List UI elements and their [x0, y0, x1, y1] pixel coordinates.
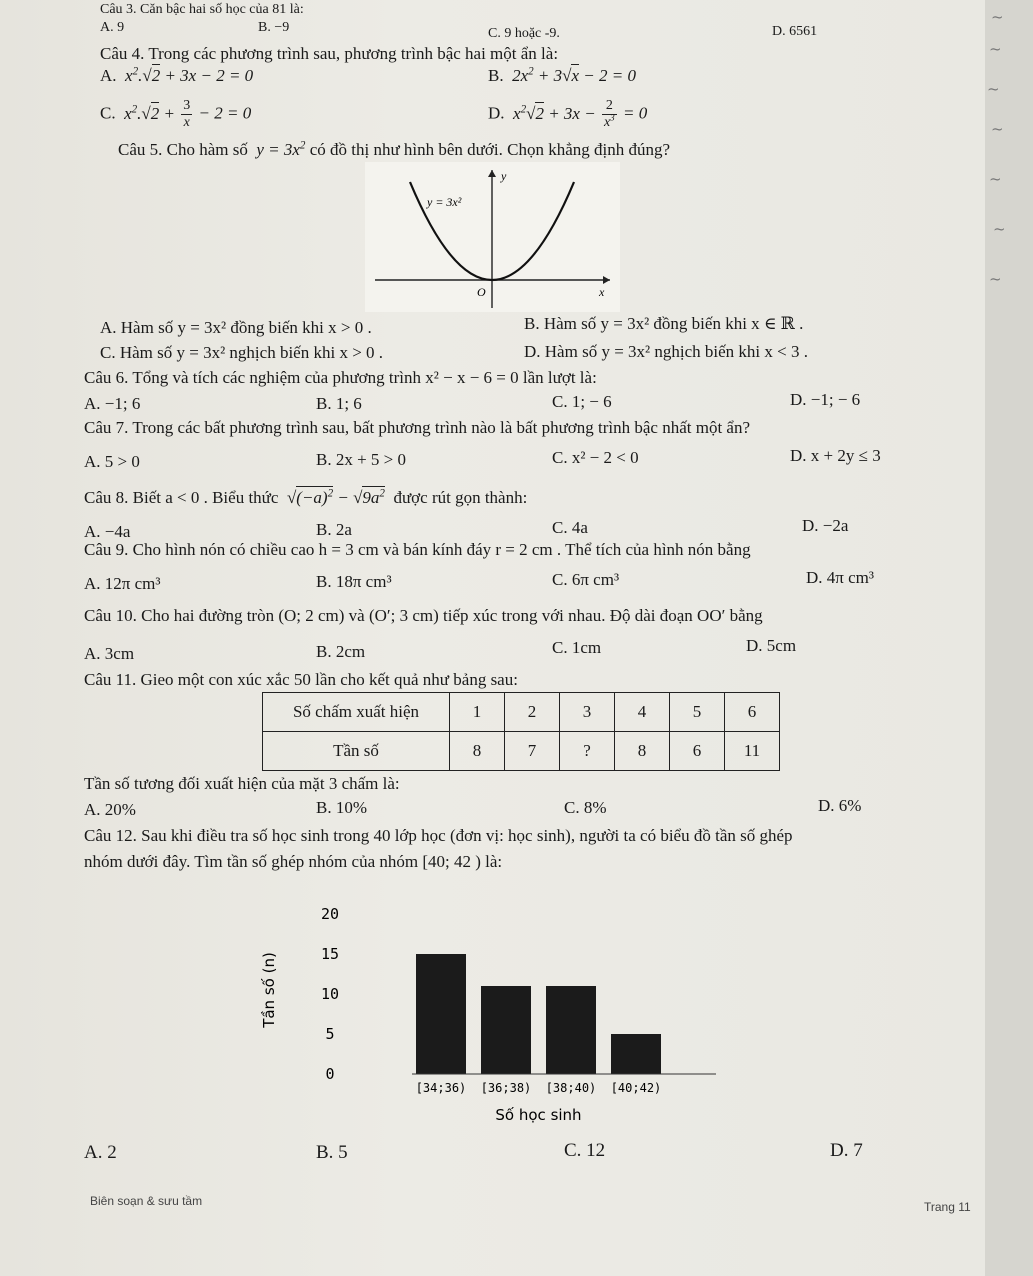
- table-cell: 7: [505, 732, 560, 771]
- x-axis-label: x: [599, 285, 605, 299]
- q5-stem-func: y = 3x: [256, 140, 300, 159]
- q7-option-c: C. x² − 2 < 0: [552, 448, 639, 467]
- q12-stem-line2: nhóm dưới đây. Tìm tần số ghép nhóm của nhóm [40; 42 ) là:: [84, 852, 503, 871]
- q9-option-c: C. 6π cm³: [552, 570, 620, 589]
- q6-option-b: B. 1; 6: [316, 394, 362, 413]
- table-cell: 1: [450, 693, 505, 732]
- q11-option-c: C. 8%: [564, 798, 607, 817]
- bar: [416, 954, 466, 1074]
- y-axis-label: y: [501, 169, 507, 183]
- bar: [546, 986, 596, 1074]
- parabola-graph: [365, 162, 620, 312]
- q4-option-d-label: D.: [488, 103, 505, 123]
- x-tick-label: [36;38): [480, 1081, 532, 1095]
- q8-stem-text: Câu 8. Biết a < 0 . Biểu thức: [84, 488, 279, 507]
- bar: [611, 1034, 661, 1074]
- q4-option-b-label: B.: [488, 66, 504, 85]
- y-ticks: [321, 905, 339, 1083]
- q4-option-d: D. $x^2√2 + 3x$ − $\frac{2}{x^3}$ = 0: [488, 98, 648, 131]
- q4-stem: Câu 4. Trong các phương trình sau, phương trình bậc hai một ẩn là:: [100, 44, 559, 63]
- q11-option-b: B. 10%: [316, 798, 367, 817]
- q6-option-d: D. −1; − 6: [790, 390, 861, 409]
- y-tick-label: 15: [320, 945, 340, 963]
- q4-option-a-label: A.: [100, 66, 117, 85]
- dice-frequency-table: [262, 692, 780, 771]
- q12-option-b: B. 5: [316, 1142, 348, 1163]
- q6-option-c: C. 1; − 6: [552, 392, 612, 411]
- q8-option-b: B. 2a: [316, 520, 352, 539]
- origin-label: O: [477, 285, 486, 299]
- q12-option-c: C. 12: [564, 1140, 606, 1161]
- q7-option-a: A. 5 > 0: [84, 452, 140, 471]
- table-cell: 8: [615, 732, 670, 771]
- q5-stem-end: có đồ thị như hình bên dưới. Chọn khẳng định đúng?: [305, 140, 671, 159]
- q11-option-a: A. 20%: [84, 800, 136, 819]
- q3-option-d: D. 6561: [772, 24, 818, 39]
- q6-stem: Câu 6. Tổng và tích các nghiệm của phương trình x² − x − 6 = 0 lần lượt là:: [84, 368, 597, 387]
- table-cell: 5: [670, 693, 725, 732]
- table-cell: 6: [725, 693, 780, 732]
- q10-stem: Câu 10. Cho hai đường tròn (O; 2 cm) và (O′; 3 cm) tiếp xúc trong với nhau. Độ dài đoạn OO′ bằng: [84, 606, 763, 625]
- q11-ask: Tần số tương đối xuất hiện của mặt 3 chấm là:: [84, 774, 400, 793]
- table-row: [263, 693, 780, 732]
- q9-option-a: A. 12π cm³: [84, 574, 161, 593]
- q5-stem-text: Câu 5. Cho hàm số: [118, 140, 248, 159]
- q12-stem-line1: Câu 12. Sau khi điều tra số học sinh trong 40 lớp học (đơn vị: học sinh), người ta có biểu đồ tần số ghép: [84, 826, 793, 845]
- q4-option-c-label: C.: [100, 103, 116, 123]
- table-cell: 3: [560, 693, 615, 732]
- q9-option-d: D. 4π cm³: [806, 568, 874, 587]
- q10-option-a: A. 3cm: [84, 644, 135, 663]
- y-axis-label: Tần số (n): [260, 952, 278, 1028]
- q3-option-a: A. 9: [100, 20, 125, 35]
- y-tick-label: 10: [320, 985, 340, 1003]
- q9-stem: Câu 9. Cho hình nón có chiều cao h = 3 cm và bán kính đáy r = 2 cm . Thể tích của hình nón bằng: [84, 540, 751, 559]
- q4-option-c: C. $x^2.√2$ + $\frac{3}{x}$ − 2 = 0: [100, 98, 252, 131]
- q3-option-c: C. 9 hoặc -9.: [488, 26, 560, 41]
- q4-option-b: B. $2x^2 + 3√x - 2 = 0$: [488, 65, 636, 85]
- x-axis-label: Số học sinh: [495, 1106, 582, 1124]
- q8-option-d: D. −2a: [802, 516, 849, 535]
- q11-stem: Câu 11. Gieo một con xúc xắc 50 lần cho kết quả như bảng sau:: [84, 670, 518, 689]
- y-tick-label: 0: [325, 1065, 335, 1083]
- q8-stem-end: được rút gọn thành:: [393, 488, 528, 507]
- x-tick-label: [40;42): [610, 1081, 662, 1095]
- table-row-header: Tần số: [263, 732, 450, 771]
- q3-option-b: B. −9: [258, 20, 290, 35]
- q3-stem: Câu 3. Căn bậc hai số học của 81 là:: [100, 2, 304, 17]
- q7-option-d: D. x + 2y ≤ 3: [790, 446, 881, 465]
- q10-option-d: D. 5cm: [746, 636, 797, 655]
- x-ticks: [416, 1081, 662, 1095]
- table-cell: 6: [670, 732, 725, 771]
- grouped-frequency-chart: [250, 890, 730, 1130]
- handwritten-margin: ~ ~ ~ ~ ~ ~ ~: [985, 0, 1033, 1276]
- table-row-header: Số chấm xuất hiện: [263, 693, 450, 732]
- q7-stem: Câu 7. Trong các bất phương trình sau, bất phương trình nào là bất phương trình bậc nhất một ẩn?: [84, 418, 751, 437]
- q11-option-d: D. 6%: [818, 796, 862, 815]
- q8-option-a: A. −4a: [84, 522, 131, 541]
- q8-stem: Câu 8. Biết a < 0 . Biểu thức $√(-a)^2 - √9a^2$ được rút gọn thành:: [84, 487, 528, 507]
- table-cell: 11: [725, 732, 780, 771]
- bars: [416, 954, 661, 1074]
- table-cell: 4: [615, 693, 670, 732]
- q9-option-b: B. 18π cm³: [316, 572, 392, 591]
- footer-author: Biên soạn & sưu tầm: [90, 1194, 203, 1208]
- q12-option-d: D. 7: [830, 1140, 863, 1161]
- x-tick-label: [34;36): [415, 1081, 467, 1095]
- table-cell: 2: [505, 693, 560, 732]
- q6-option-a: A. −1; 6: [84, 394, 141, 413]
- q5-option-d: D. Hàm số y = 3x² nghịch biến khi x < 3 .: [524, 342, 808, 361]
- y-tick-label: 20: [320, 905, 340, 923]
- q5-option-a: A. Hàm số y = 3x² đồng biến khi x > 0 .: [100, 318, 372, 337]
- q5-option-b: B. Hàm số y = 3x² đồng biến khi x ∈ ℝ .: [524, 314, 804, 333]
- table-row: [263, 732, 780, 771]
- q4-option-a: A. $x^2.√2 + 3x - 2 = 0$: [100, 65, 254, 85]
- graph-function-label: y = 3x²: [427, 195, 462, 209]
- table-cell: 8: [450, 732, 505, 771]
- q7-option-b: B. 2x + 5 > 0: [316, 450, 407, 469]
- x-tick-label: [38;40): [545, 1081, 597, 1095]
- q10-option-b: B. 2cm: [316, 642, 366, 661]
- table-cell: ?: [560, 732, 615, 771]
- footer-page-number: Trang 11: [924, 1200, 971, 1214]
- bar: [481, 986, 531, 1074]
- q10-option-c: C. 1cm: [552, 638, 602, 657]
- q8-option-c: C. 4a: [552, 518, 588, 537]
- q5-stem: Câu 5. Cho hàm số $y = 3x^2$ có đồ thị như hình bên dưới. Chọn khẳng định đúng?: [118, 139, 671, 159]
- y-tick-label: 5: [325, 1025, 335, 1043]
- q12-option-a: A. 2: [84, 1142, 117, 1163]
- q5-option-c: C. Hàm số y = 3x² nghịch biến khi x > 0 .: [100, 343, 384, 362]
